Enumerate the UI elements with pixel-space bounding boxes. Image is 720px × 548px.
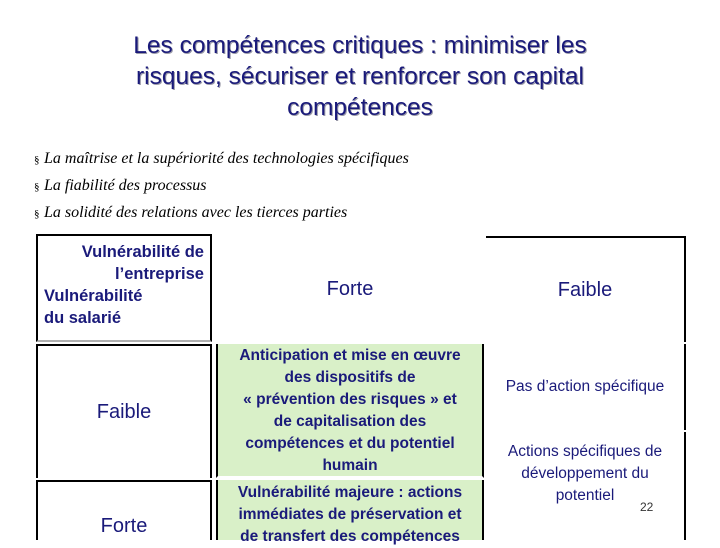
cell-line: Vulnérabilité majeure : actions (237, 484, 463, 501)
column-header-forte: Forte (326, 277, 374, 300)
cell-line: potentiel (555, 487, 615, 504)
title-line: risques, sécuriser et renforcer son capital (136, 63, 584, 90)
cell-line: compétences et du potentiel (245, 435, 455, 452)
cell-vulnerabilite-majeure (216, 480, 484, 545)
cell-line: des dispositifs de (284, 369, 416, 386)
cell-line: « prévention des risques » et (243, 391, 457, 408)
title-line: Les compétences critiques : minimiser les (133, 32, 587, 59)
header-line: Vulnérabilité de (81, 243, 204, 261)
cell-line: humain (322, 457, 378, 474)
bullet-text: La fiabilité des processus (44, 177, 207, 194)
cell-line: immédiates de préservation et (238, 506, 462, 523)
bullet-marker-icon: § (34, 208, 40, 220)
bullet-item (34, 200, 694, 227)
row-header-faible: Faible (36, 344, 212, 478)
header-line: Vulnérabilité (44, 287, 143, 305)
cell-pas-action: Pas d’action spécifique (486, 344, 686, 430)
header-employee-vulnerability (44, 285, 204, 329)
bullet-text: La maîtrise et la supériorité des technologies spécifiques (44, 150, 409, 167)
bullet-item (34, 146, 694, 173)
cell-line: développement du (521, 465, 649, 482)
bullet-marker-icon: § (34, 154, 40, 166)
header-line: du salarié (44, 309, 122, 327)
page-number: 22 (640, 500, 654, 514)
cell-line: de transfert des compétences (240, 528, 460, 545)
cell-anticipation (216, 344, 484, 478)
column-header-faible: Faible (486, 236, 686, 342)
slide-title (40, 30, 680, 123)
header-line: l’entreprise (115, 265, 204, 283)
bullet-item (34, 173, 694, 200)
bullet-text: La solidité des relations avec les tierces parties (44, 204, 348, 221)
table-corner-header (36, 234, 212, 342)
cell-line: Anticipation et mise en œuvre (239, 347, 461, 364)
bullet-list (34, 146, 694, 227)
title-line: compétences (287, 94, 433, 121)
row-header-forte: Forte (36, 480, 212, 540)
bullet-marker-icon: § (34, 181, 40, 193)
header-enterprise-vulnerability (44, 241, 204, 285)
cell-line: Actions spécifiques de (507, 443, 663, 460)
cell-actions-specifiques (486, 432, 686, 540)
cell-line: de capitalisation des (273, 413, 427, 430)
